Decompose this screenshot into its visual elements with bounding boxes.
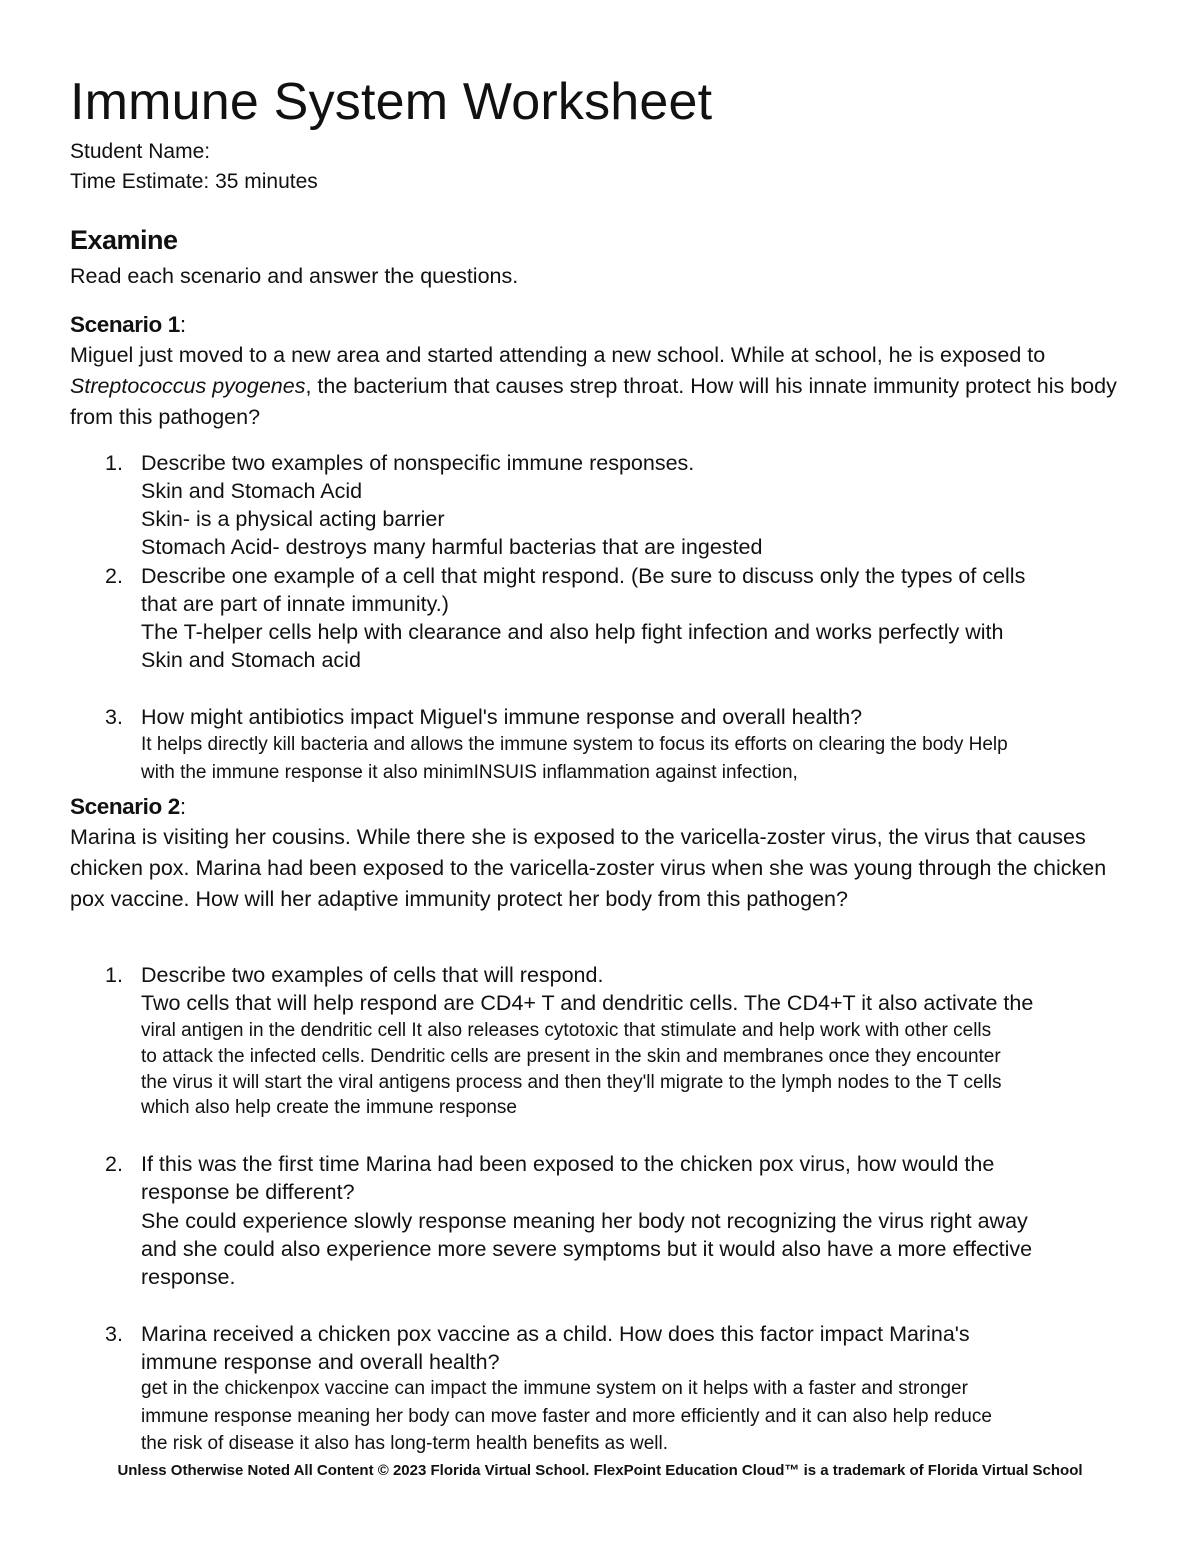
scenario-2-label: Scenario 2 [70, 794, 180, 819]
s1-q3-number: 3. [105, 705, 123, 729]
s1-q3-question: How might antibiotics impact Miguel's immune response and overall health? [141, 705, 863, 729]
s2-q3-answer-line: immune response meaning her body can move faster and more efficiently and it can also help reduce [141, 1406, 992, 1427]
s2-q1-question: Describe two examples of cells that will respond. [141, 963, 604, 987]
s1-q1-answer-line: Skin and Stomach Acid [141, 479, 363, 503]
copyright-footer: Unless Otherwise Noted All Content © 2023 Florida Virtual School. FlexPoint Education Cloud™ is a trademark of Florida Virtual School [117, 1462, 1083, 1479]
s2-q2-question-line: response be different? [141, 1180, 355, 1204]
s2-q3-answer-line: get in the chickenpox vaccine can impact the immune system on it helps with a faster and stronger [141, 1378, 968, 1399]
time-estimate: Time Estimate: 35 minutes [70, 170, 318, 193]
scenario-1-pathogen-name: Streptococcus pyogenes [70, 374, 306, 398]
s2-q3-answer-line: the risk of disease it also has long-term health benefits as well. [141, 1433, 668, 1454]
s2-q1-number: 1. [105, 963, 123, 987]
s1-q1-number: 1. [105, 451, 123, 475]
examine-instructions: Read each scenario and answer the questions. [70, 264, 519, 288]
s2-q2-question-line: If this was the first time Marina had been exposed to the chicken pox virus, how would the [141, 1152, 995, 1176]
s2-q1-answer-line: viral antigen in the dendritic cell It also releases cytotoxic that stimulate and help work with other cells [141, 1020, 992, 1041]
scenario-2-colon: : [179, 794, 186, 819]
s2-q1-answer-line: Two cells that will help respond are CD4+ T and dendritic cells. The CD4+T it also activate the [141, 991, 1034, 1015]
scenario-1-text-end: , the bacterium that causes strep throat. How will his innate immunity protect his body from this pathogen? [70, 374, 1117, 429]
scenario-1-text [70, 340, 1140, 433]
s1-q3-answer-line: It helps directly kill bacteria and allows the immune system to focus its efforts on clearing the body Help [141, 734, 1008, 755]
s2-q1-answer-line: which also help create the immune response [141, 1097, 517, 1118]
s1-q2-answer-line: The T-helper cells help with clearance and also help fight infection and works perfectly with [141, 620, 1004, 644]
page-title: Immune System Worksheet [70, 73, 713, 131]
s2-q1-answer-line: the virus it will start the viral antigens process and then they'll migrate to the lymph nodes to the T cells [141, 1072, 1002, 1093]
scenario-1-label: Scenario 1 [70, 312, 180, 337]
s1-q1-question: Describe two examples of nonspecific immune responses. [141, 451, 695, 475]
scenario-1-heading [70, 312, 186, 338]
s2-q2-answer-line: and she could also experience more severe symptoms but it would also have a more effective [141, 1237, 1033, 1261]
scenario-2-heading [70, 794, 186, 820]
examine-heading: Examine [70, 225, 178, 255]
s1-q3-answer-line: with the immune response it also minimINSUIS inflammation against infection, [141, 762, 798, 783]
s2-q1-answer-line: to attack the infected cells. Dendritic cells are present in the skin and membranes once they encounter [141, 1046, 1001, 1067]
s1-q2-number: 2. [105, 564, 123, 588]
s1-q1-answer-line: Skin- is a physical acting barrier [141, 507, 445, 531]
s1-q2-answer-line: Skin and Stomach acid [141, 648, 361, 672]
s2-q3-question-line: immune response and overall health? [141, 1350, 500, 1374]
s1-q1-answer-line: Stomach Acid- destroys many harmful bacterias that are ingested [141, 535, 763, 559]
s2-q2-answer-line: She could experience slowly response meaning her body not recognizing the virus right away [141, 1209, 1028, 1233]
s2-q3-number: 3. [105, 1322, 123, 1346]
s2-q3-question-line: Marina received a chicken pox vaccine as a child. How does this factor impact Marina's [141, 1322, 970, 1346]
scenario-1-text-start: Miguel just moved to a new area and started attending a new school. While at school, he is exposed to [70, 343, 1046, 367]
student-name-label: Student Name: [70, 140, 211, 163]
scenario-1-colon: : [179, 312, 186, 337]
s1-q2-question-line: Describe one example of a cell that might respond. (Be sure to discuss only the types of cells [141, 564, 1026, 588]
s2-q2-number: 2. [105, 1152, 123, 1176]
s1-q2-question-line: that are part of innate immunity.) [141, 592, 449, 616]
s2-q2-answer-line: response. [141, 1265, 236, 1289]
scenario-2-text: Marina is visiting her cousins. While there she is exposed to the varicella-zoster virus, the virus that causes chicken pox. Marina had been exposed to the varicella-zoster virus when she was young through the chicken pox vaccine. How will her adaptive immunity protect her body from this pathogen? [70, 825, 1107, 911]
